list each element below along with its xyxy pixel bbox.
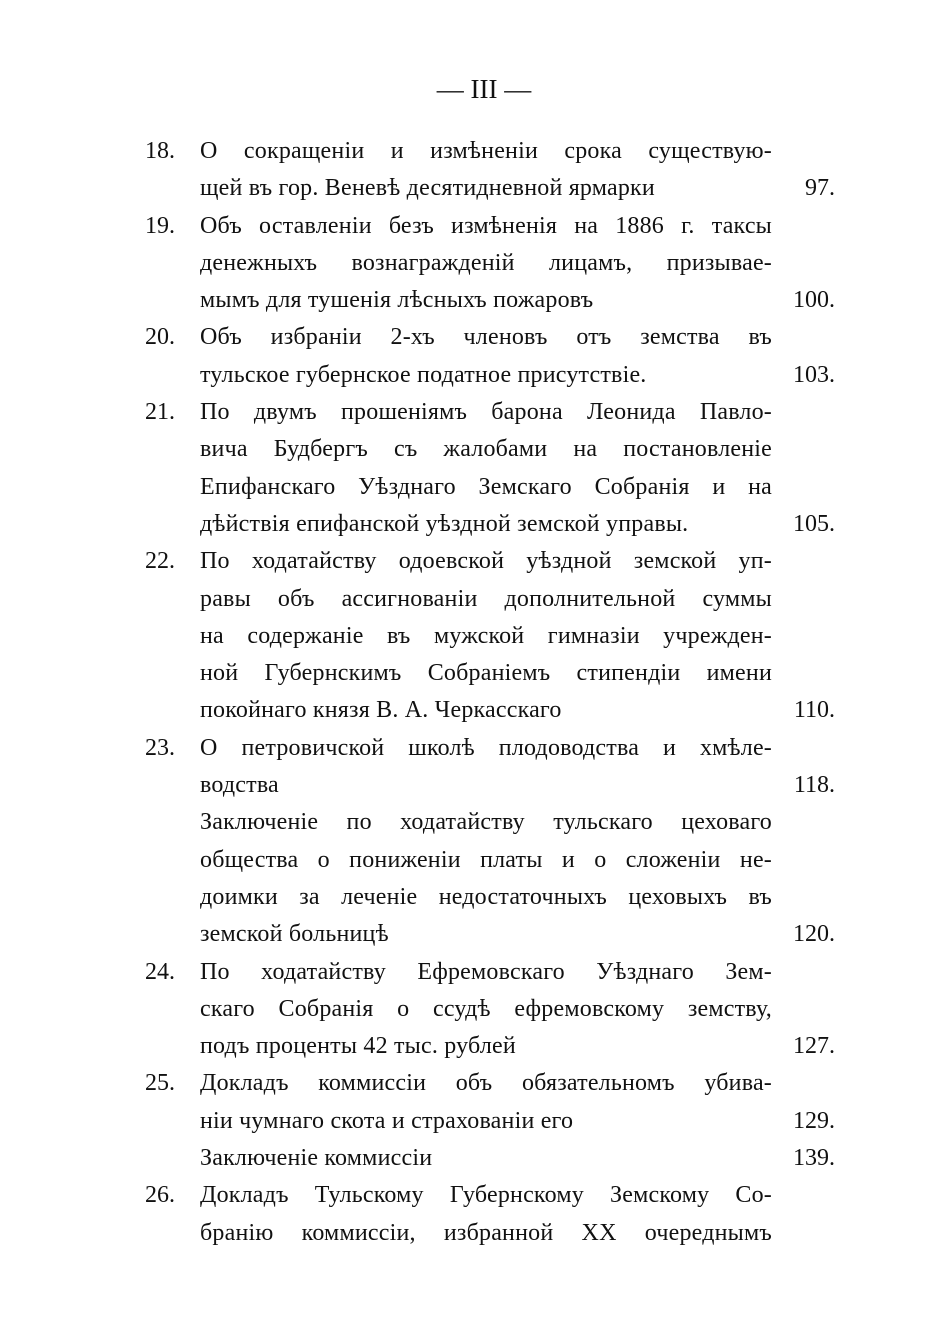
toc-entry-line	[140, 655, 840, 692]
toc-entry-line	[140, 842, 840, 879]
entry-number: 21.	[145, 399, 175, 426]
entry-title-text: равы объ ассигнованіи дополнительной суммы	[200, 585, 772, 612]
entry-page-number: 118.	[793, 772, 835, 799]
toc-entry-line	[140, 506, 840, 543]
entry-title-text: мымъ для тушенія лѣсныхъ пожаровъ	[200, 287, 594, 314]
entry-number: 19.	[145, 212, 175, 239]
entry-page-number: 139.	[793, 1145, 835, 1172]
toc-entry-line	[140, 1065, 840, 1102]
toc-entry-line	[140, 245, 840, 282]
toc-entry-line	[140, 692, 840, 729]
entry-title-text: ніи чумнаго скота и страхованіи его	[200, 1107, 574, 1134]
entry-page-number: 100.	[793, 287, 835, 314]
entry-title-text: щей въ гор. Веневѣ десятидневной ярмарки	[200, 175, 655, 202]
toc-entry-line	[140, 357, 840, 394]
entry-number: 24.	[145, 958, 175, 985]
page-header-roman-numeral: — III —	[436, 74, 532, 104]
entry-page-number: 103.	[793, 361, 835, 388]
entry-number: 20.	[145, 324, 175, 351]
toc-entry-line	[140, 469, 840, 506]
toc-entry-line	[140, 1028, 840, 1065]
entry-title-text: О сокращеніи и измѣненіи срока существую-	[200, 138, 772, 164]
entry-number: 18.	[145, 138, 175, 164]
entry-page-number: 127.	[793, 1033, 835, 1060]
toc-entry-line	[140, 431, 840, 468]
entry-title-text: вича Будбергъ съ жалобами на постановленіе	[200, 436, 772, 463]
entry-title-text: ной Губернскимъ Собраніемъ стипендіи имени	[200, 660, 772, 687]
toc-entry-line	[140, 1103, 840, 1140]
entry-title-text: Епифанскаго Уѣзднаго Земскаго Собранія и на	[200, 473, 772, 500]
toc-entry-line	[140, 282, 840, 319]
toc-entry-line	[140, 581, 840, 618]
entry-title-text: Объ оставленіи безъ измѣненія на 1886 г. таксы	[200, 212, 772, 239]
entry-title-text: По ходатайству Ефремовскаго Уѣзднаго Зем-	[200, 958, 772, 985]
entry-title-text: бранію коммиссіи, избранной XX очереднымъ	[200, 1219, 772, 1246]
entry-page-number: 97.	[805, 175, 835, 202]
entry-title-text: на содержаніе въ мужской гимназіи учрежден-	[200, 622, 772, 649]
entry-title-text: подъ проценты 42 тыс. рублей	[200, 1033, 516, 1060]
entry-title-text: Заключеніе коммиссіи	[200, 1145, 433, 1172]
entry-title-text: тульское губернское податное присутствіе.	[200, 361, 647, 388]
toc-entry-line	[140, 916, 840, 953]
toc-entry-line	[140, 804, 840, 841]
entry-title-text: водства	[200, 772, 279, 799]
toc-entry-line	[140, 319, 840, 356]
entry-title-text: общества о пониженіи платы и о сложеніи не-	[200, 846, 772, 873]
entry-title-text: покойнаго князя В. А. Черкасскаго	[200, 697, 562, 724]
toc-entry-line	[140, 879, 840, 916]
entry-page-number: 129.	[793, 1107, 835, 1134]
toc-entry-line	[140, 543, 840, 580]
toc-entry-line	[140, 1177, 840, 1214]
entry-page-number: 110.	[793, 697, 835, 724]
entry-title-text: доимки за леченіе недостаточныхъ цеховыхъ въ	[200, 883, 772, 910]
entry-number: 22.	[145, 548, 175, 575]
toc-entry-line	[140, 991, 840, 1028]
table-of-contents	[140, 133, 840, 1252]
entry-page-number: 105.	[793, 510, 835, 537]
toc-entry-line	[140, 394, 840, 431]
entry-title-text: Докладъ Тульскому Губернскому Земскому Со-	[200, 1182, 772, 1209]
toc-entry-line	[140, 170, 840, 207]
toc-entry-line	[140, 208, 840, 245]
entry-title-text: Объ избраніи 2-хъ членовъ отъ земства въ	[200, 324, 772, 351]
entry-title-text: О петровичской школѣ плодоводства и хмѣле-	[200, 734, 772, 761]
entry-title-text: Заключеніе по ходатайству тульскаго цеховаго	[200, 809, 772, 836]
entry-number: 26.	[145, 1182, 175, 1209]
entry-title-text: денежныхъ вознагражденій лицамъ, призывае-	[200, 249, 772, 276]
toc-entry-line	[140, 730, 840, 767]
entry-page-number: 120.	[793, 921, 835, 948]
toc-entry-line	[140, 1140, 840, 1177]
toc-entry-line	[140, 1215, 840, 1252]
entry-title-text: дѣйствія епифанской уѣздной земской управы.	[200, 510, 689, 537]
entry-title-text: По ходатайству одоевской уѣздной земской уп-	[200, 548, 772, 575]
entry-number: 25.	[145, 1070, 175, 1097]
toc-entry-line	[140, 618, 840, 655]
toc-entry-line	[140, 767, 840, 804]
entry-title-text: Докладъ коммиссіи объ обязательномъ убива-	[200, 1070, 772, 1097]
toc-entry-line	[140, 133, 840, 170]
entry-title-text: По двумъ прошеніямъ барона Леонида Павло-	[200, 399, 772, 426]
entry-title-text: земской больницѣ	[200, 921, 389, 948]
toc-entry-line	[140, 954, 840, 991]
entry-number: 23.	[145, 734, 175, 761]
entry-title-text: скаго Собранія о ссудѣ ефремовскому земству,	[200, 995, 772, 1022]
